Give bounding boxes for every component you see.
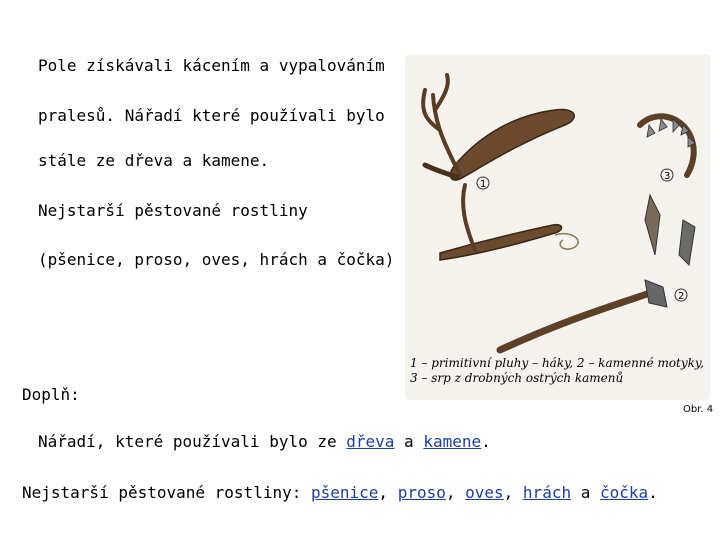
q1-mid: a [394, 432, 424, 451]
plow-hook-1 [450, 110, 574, 181]
plow-rope [555, 234, 578, 249]
q1-prefix: Nářadí, které používali bylo ze [38, 432, 347, 451]
question-2 [22, 483, 658, 502]
answer-cocka: čočka [600, 483, 649, 502]
figure-caption [410, 356, 710, 386]
q1-suffix: . [481, 432, 491, 451]
stone-hoe-1 [645, 195, 660, 255]
answer-psenice: pšenice [310, 483, 379, 502]
caption-line-2: 3 – srp z drobných ostrých kamenů [410, 371, 624, 385]
question-1 [38, 432, 491, 451]
text-line-1: Pole získávali kácením a vypalováním [38, 56, 385, 75]
hoe-handle [500, 293, 650, 350]
plow-branch-1 [423, 75, 460, 175]
text-line-3: stále ze dřeva a kamene. [38, 151, 270, 170]
answer-oves: oves [465, 483, 504, 502]
answer-proso: proso [397, 483, 446, 502]
text-line-4: Nejstarší pěstované rostliny [38, 201, 308, 220]
plow-hook-2 [440, 225, 562, 260]
figure-label: Obr. 4 [683, 404, 714, 415]
hoe-head [645, 280, 667, 307]
q2-suffix: . [648, 483, 658, 502]
answer-kamene: kamene [423, 432, 482, 451]
text-line-2: pralesů. Nářadí které používali bylo [38, 106, 385, 125]
stone-hoe-2 [679, 220, 695, 265]
q2-sep-4: a [571, 483, 600, 502]
tools-drawing [405, 55, 710, 400]
marker-2: 2 [678, 291, 685, 302]
q2-prefix: Nejstarší pěstované rostliny: [22, 483, 311, 502]
exercise-heading: Doplň: [22, 385, 80, 404]
caption-line-1: 1 – primitivní pluhy – háky, 2 – kamenné motyky, [410, 356, 704, 370]
marker-1: 1 [480, 179, 487, 190]
answer-dreva: dřeva [346, 432, 395, 451]
sickle [640, 116, 694, 175]
tools-illustration [405, 55, 710, 400]
text-line-5: (pšenice, proso, oves, hrách a čočka) [38, 250, 395, 269]
plow-handle-2 [463, 185, 475, 250]
q2-sep-1: , [378, 483, 398, 502]
marker-3: 3 [664, 171, 671, 182]
q2-sep-3: , [503, 483, 523, 502]
answer-hrach: hrách [522, 483, 572, 502]
q2-sep-2: , [445, 483, 466, 502]
